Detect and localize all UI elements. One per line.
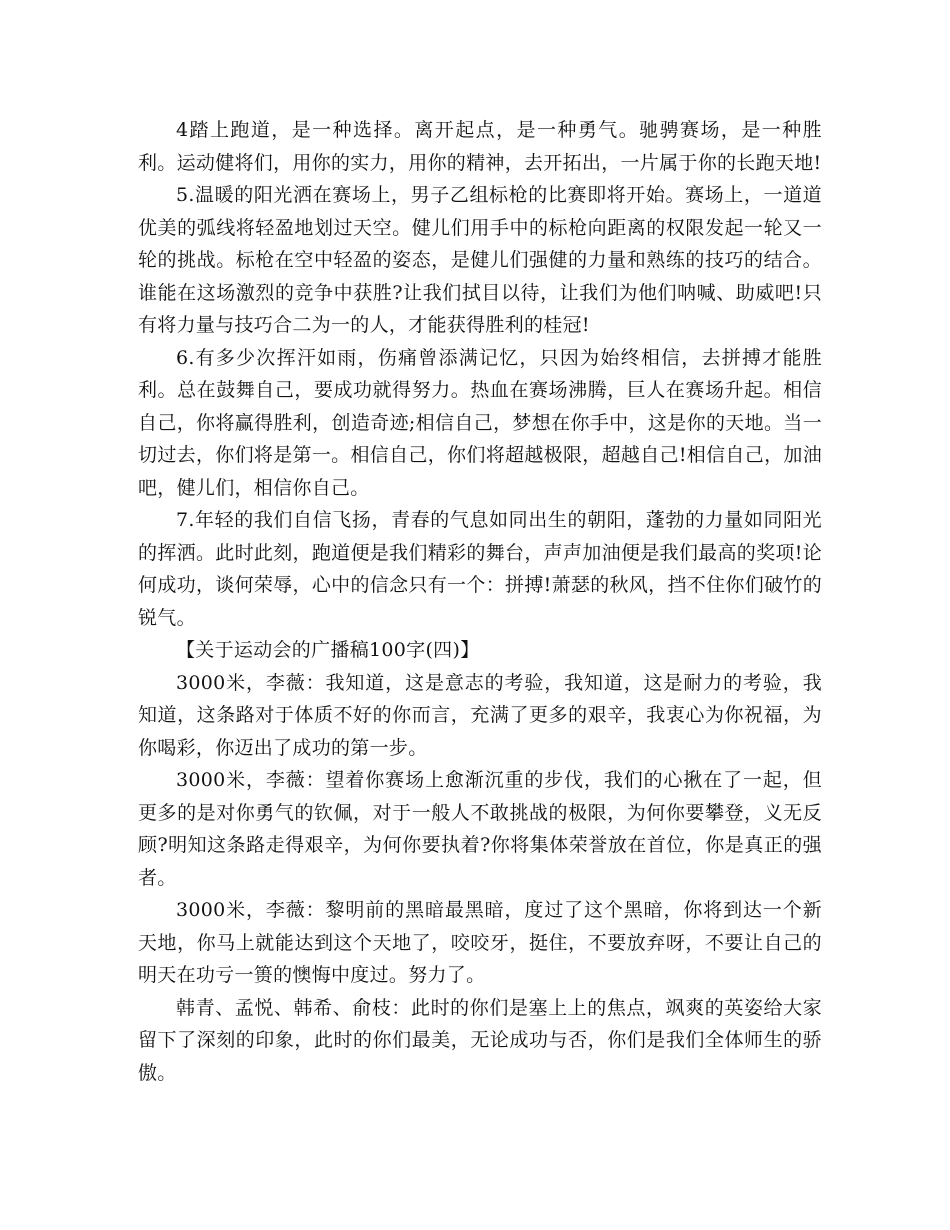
paragraph-3000m-3: 3000米，李薇：黎明前的黑暗最黑暗，度过了这个黑暗，你将到达一个新天地，你马上就能达到这个天地了，咬咬牙，挺住，不要放弃呀，不要让自己的明天在功亏一篑的懊悔中度过。努力了。 [138,899,822,986]
paragraph-3000m-1: 3000米，李薇：我知道，这是意志的考验，我知道，这是耐力的考验，我知道，这条路对于体质不好的你而言，充满了更多的艰辛，我衷心为你祝福，为你喝彩，你迈出了成功的第一步。 [138,671,822,759]
paragraph-4: 4踏上跑道，是一种选择。离开起点，是一种勇气。驰骋赛场，是一种胜利。运动健将们，用你的实力，用你的精神，去开拓出，一片属于你的长跑天地! [138,119,822,174]
paragraph-relay: 韩青、孟悦、韩希、俞枝：此时的你们是塞上上的焦点，飒爽的英姿给大家留下了深刻的印象，此时的你们最美，无论成功与否，你们是我们全体师生的骄傲。 [138,996,822,1084]
paragraph-3000m-2: 3000米，李薇：望着你赛场上愈渐沉重的步伐，我们的心揪在了一起，但更多的是对你勇气的钦佩，对于一般人不敢挑战的极限，为何你要攀登，义无反顾?明知这条路走得艰辛，为何你要执着?你将集体荣誉放在首位，你是真正的强者。 [138,769,822,889]
paragraph-6: 6.有多少次挥汗如雨，伤痛曾添满记忆，只因为始终相信，去拼搏才能胜利。总在鼓舞自己，要成功就得努力。热血在赛场沸腾，巨人在赛场升起。相信自己，你将赢得胜利，创造奇迹;相信自己，梦想在你手中，这是你的天地。当一切过去，你们将是第一。相信自己，你们将超越极限，超越自己!相信自己，加油吧，健儿们，相信你自己。 [138,346,822,499]
paragraph-5: 5.温暖的阳光洒在赛场上，男子乙组标枪的比赛即将开始。赛场上，一道道优美的弧线将轻盈地划过天空。健儿们用手中的标枪向距离的权限发起一轮又一轮的挑战。标枪在空中轻盈的姿态，是健儿们强健的力量和熟练的技巧的结合。谁能在这场激烈的竞争中获胜?让我们拭目以待，让我们为他们呐喊、助威吧!只有将力量与技巧合二为一的人，才能获得胜利的桂冠! [138,184,822,336]
section-heading: 【关于运动会的广播稿100字(四)】 [176,639,480,661]
document-page [138,114,822,1089]
paragraph-7: 7.年轻的我们自信飞扬，青春的气息如同出生的朝阳，蓬勃的力量如同阳光的挥洒。此时此刻，跑道便是我们精彩的舞台，声声加油便是我们最高的奖项!论何成功，谈何荣辱，心中的信念只有一个：拼搏!萧瑟的秋风，挡不住你们破竹的锐气。 [138,509,822,629]
